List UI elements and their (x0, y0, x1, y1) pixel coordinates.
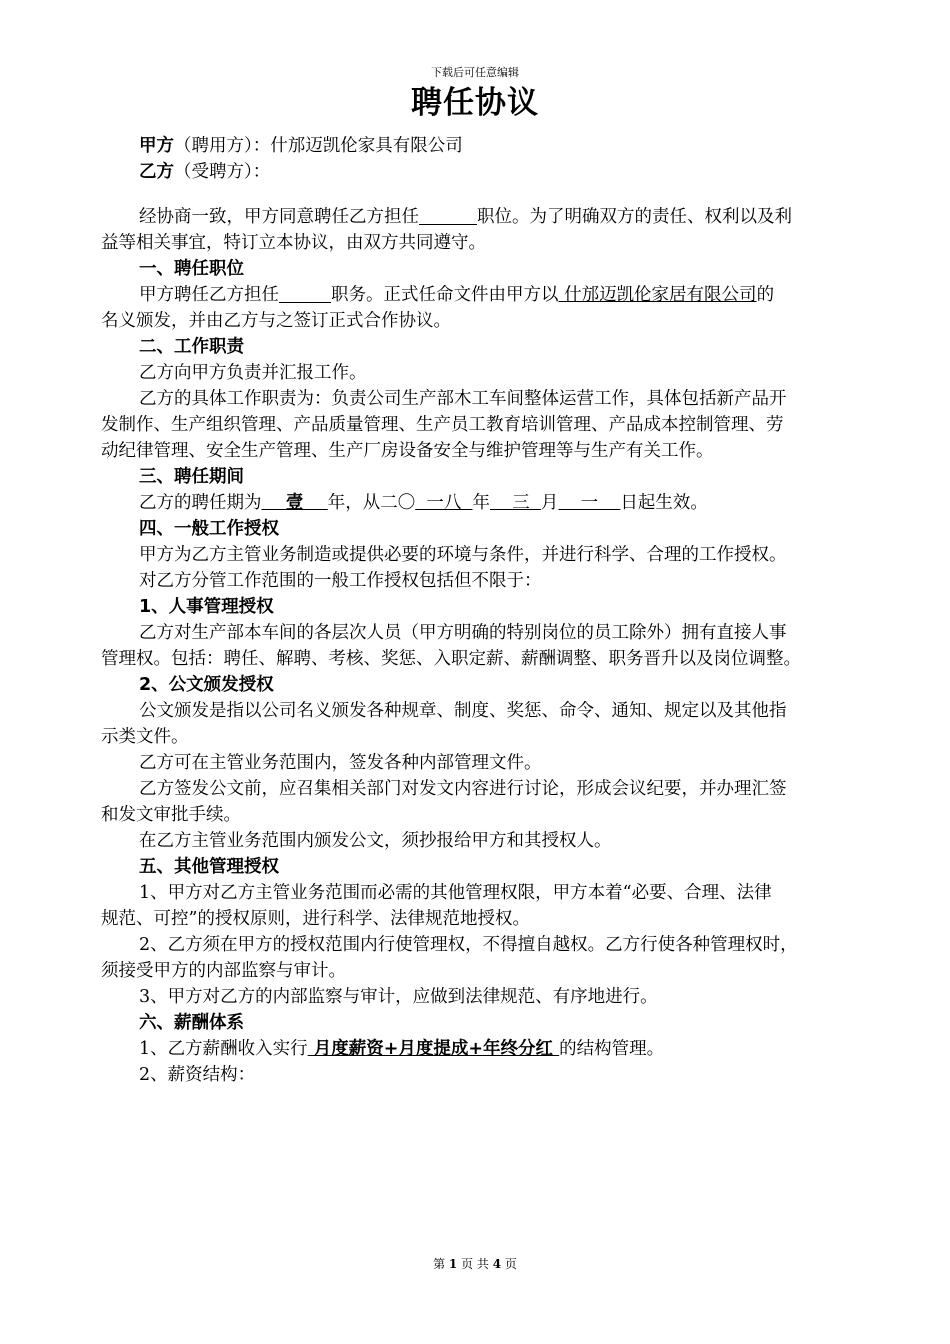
section-3-heading: 三、聘任期间 (139, 467, 244, 487)
header-note: 下载后可任意编辑 (431, 66, 519, 79)
section-2-p2-line-2: 发制作、生产组织管理、产品质量管理、生产员工教育培训管理、产品成本控制管理、劳 (101, 415, 784, 435)
section-4-sub2-p3-line-2: 和发文审批手续。 (101, 805, 241, 825)
section-5-heading: 五、其他管理授权 (139, 857, 279, 877)
party-a-role: （聘用方）： (174, 136, 271, 156)
section-5-p2-line-2: 须接受甲方的内部监察与审计。 (101, 961, 346, 981)
section-1-line-1 (101, 282, 853, 308)
spacer (101, 185, 853, 204)
page-total: 4 (492, 1257, 502, 1271)
section-4-sub2-p4: 在乙方主管业务范围内颁发公文，须抄报给甲方和其授权人。 (139, 831, 612, 851)
party-a-name: 什邡迈凯伦家具有限公司 (270, 136, 463, 156)
section-4-p2: 对乙方分管工作范围的一般工作授权包括但不限于： (139, 571, 542, 591)
page-footer (0, 1256, 950, 1272)
position-blank (419, 206, 477, 225)
s6-text-a: 1、乙方薪酬收入实行 (139, 1039, 308, 1059)
duty-blank (279, 284, 331, 303)
section-5-p1-line-2: 规范、可控”的授权原则，进行科学、法律规范地授权。 (101, 909, 530, 929)
footer-text-2: 页 共 (457, 1257, 493, 1271)
start-day: 一 (558, 493, 621, 513)
term-text-2: 年，从二〇 (327, 493, 416, 513)
party-a-label: 甲方 (139, 136, 174, 156)
section-4-heading: 四、一般工作授权 (139, 519, 279, 539)
intro-text-a: 经协商一致，甲方同意聘任乙方担任 (139, 207, 419, 227)
section-6-p2: 2、薪资结构： (139, 1065, 256, 1085)
section-4-sub2-p1-line-2: 示类文件。 (101, 727, 189, 747)
section-2-p2-line-1: 乙方的具体工作职责为：负责公司生产部木工车间整体运营工作，具体包括新产品开 (139, 389, 787, 409)
page-number: 1 (448, 1257, 458, 1271)
section-4-sub1-line-1: 乙方对生产部本车间的各层次人员（甲方明确的特别岗位的员工除外）拥有直接人事 (139, 623, 787, 643)
term-years: 壹 (261, 493, 328, 513)
s1-text-a: 甲方聘任乙方担任 (139, 285, 279, 305)
document-title: 聘任协议 (411, 85, 539, 121)
footer-text-1: 第 (433, 1257, 449, 1271)
intro-line-2: 益等相关事宜，特订立本协议，由双方共同遵守。 (101, 233, 486, 253)
section-4-p1: 甲方为乙方主管业务制造或提供必要的环境与条件，并进行科学、合理的工作授权。 (139, 545, 787, 565)
party-b-line (101, 159, 853, 185)
issuing-company: 什邡迈凯伦家居有限公司 (558, 285, 757, 305)
term-text-5: 日起生效。 (620, 493, 708, 513)
start-month: 三 (490, 493, 541, 513)
section-4-sub2-heading: 2、公文颁发授权 (139, 675, 274, 695)
section-4-sub1-line-2: 管理权。包括：聘任、解聘、考核、奖惩、入职定薪、薪酬调整、职务晋升以及岗位调整。 (101, 649, 801, 669)
s1-text-b: 职务。正式任命文件由甲方以 (331, 285, 559, 305)
intro-text-b: 职位。为了明确双方的责任、权利以及利 (477, 207, 792, 227)
section-1-heading: 一、聘任职位 (139, 259, 244, 279)
section-3-term-line (101, 490, 853, 516)
section-6-p1 (101, 1036, 853, 1062)
term-text-1: 乙方的聘任期为 (139, 493, 262, 513)
party-b-label: 乙方 (139, 162, 174, 182)
party-a-line (101, 133, 853, 159)
document-body (101, 133, 853, 1088)
salary-structure: 月度薪资+月度提成+年终分红 (307, 1039, 560, 1059)
section-5-p1-line-1: 1、甲方对乙方主管业务范围而必需的其他管理权限，甲方本着“必要、合理、法律 (139, 883, 772, 903)
party-b-role: （受聘方）： (174, 162, 271, 182)
intro-line-1 (101, 204, 853, 230)
section-2-heading: 二、工作职责 (139, 337, 244, 357)
section-4-sub2-p3-line-1: 乙方签发公文前，应召集相关部门对发文内容进行讨论，形成会议纪要，并办理汇签 (139, 779, 787, 799)
section-5-p2-line-1: 2、乙方须在甲方的授权范围内行使管理权，不得擅自越权。乙方行使各种管理权时， (139, 935, 798, 955)
section-5-p3: 3、甲方对乙方的内部监察与审计，应做到法律规范、有序地进行。 (139, 987, 658, 1007)
footer-text-3: 页 (501, 1257, 517, 1271)
start-year: 一八 (415, 493, 473, 513)
section-2-p1: 乙方向甲方负责并汇报工作。 (139, 363, 367, 383)
s6-text-b: 的结构管理。 (559, 1039, 665, 1059)
section-4-sub2-p2: 乙方可在主管业务范围内，签发各种内部管理文件。 (139, 753, 542, 773)
section-2-p2-line-3: 动纪律管理、安全生产管理、生产厂房设备安全与维护管理等与生产有关工作。 (101, 441, 714, 461)
s1-text-c: 的 (756, 285, 775, 305)
term-text-4: 月 (540, 493, 559, 513)
section-6-heading: 六、薪酬体系 (139, 1013, 244, 1033)
term-text-3: 年 (472, 493, 491, 513)
section-4-sub2-p1-line-1: 公文颁发是指以公司名义颁发各种规章、制度、奖惩、命令、通知、规定以及其他指 (139, 701, 787, 721)
section-4-sub1-heading: 1、人事管理授权 (139, 597, 274, 617)
section-1-line-2: 名义颁发，并由乙方与之签订正式合作协议。 (101, 311, 451, 331)
